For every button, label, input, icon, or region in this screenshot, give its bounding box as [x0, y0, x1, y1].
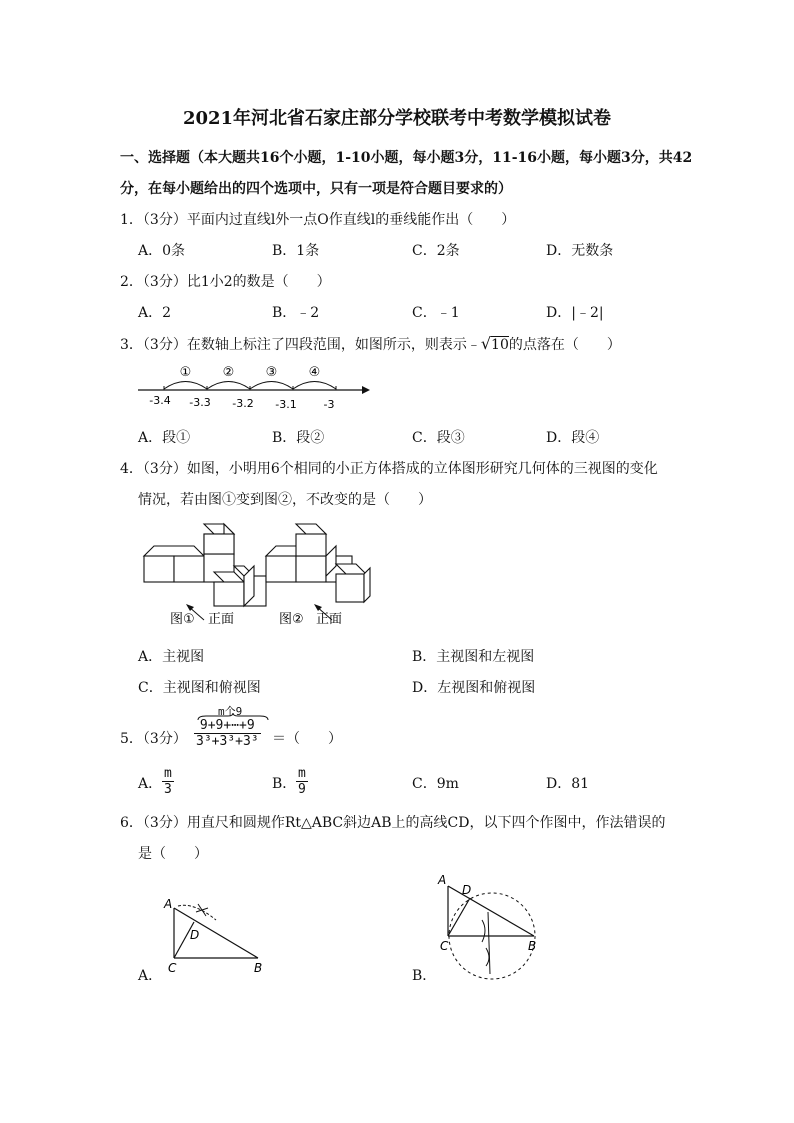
q5-option-d[interactable]: D．81 [546, 776, 590, 792]
fig2-label: 图② [279, 612, 304, 627]
q5-option-b-prefix: B． [272, 776, 297, 792]
q6-option-b[interactable]: B． [412, 968, 437, 984]
point-label-d: D [190, 928, 200, 942]
question-5-suffix: ＝（ ） [272, 731, 342, 747]
tick-label: -3.4 [149, 394, 171, 407]
question-4-stem-line1: 4．（3分）如图，小明用6个相同的小正方体搭成的立体图形研究几何体的三视图的变化 [120, 461, 658, 477]
q3-sqrt-radicand: 10 [491, 337, 509, 353]
q1-option-c[interactable]: C．2条 [412, 243, 460, 259]
q4-option-a[interactable]: A．主视图 [138, 649, 205, 665]
question-1-stem: 1．（3分）平面内过直线l外一点O作直线l的垂线能作出（ ） [120, 212, 516, 228]
cube-figures [136, 520, 376, 630]
segment-label-2: ② [222, 365, 235, 380]
q3-stem-post: 的点落在（ ） [508, 337, 621, 353]
question-2-stem: 2．（3分）比1小2的数是（ ） [120, 274, 331, 290]
tick-label: -3.3 [189, 396, 211, 409]
tick-label: -3 [323, 398, 335, 411]
tick-label: -3.1 [275, 398, 297, 411]
question-4-stem-line2: 情况，若由图①变到图②，不改变的是（ ） [138, 492, 432, 508]
q2-option-a[interactable]: A．2 [138, 305, 172, 321]
q5-option-a-den: 3 [164, 782, 172, 797]
q2-option-c[interactable]: C．﹣1 [412, 305, 460, 321]
cube-figure-2 [266, 524, 370, 602]
q5-numerator: 9+9+⋯+9 [194, 718, 261, 734]
number-line-figure [136, 362, 376, 414]
q3-option-c[interactable]: C．段③ [412, 430, 465, 446]
front-label-1: 正面 [208, 612, 235, 627]
q3-option-b[interactable]: B．段② [272, 430, 325, 446]
segment-arc-2 [207, 382, 250, 390]
tick-label: -3.2 [232, 397, 254, 410]
q3-option-a[interactable]: A．段① [138, 430, 191, 446]
q5-denominator: 3³+3³+3³ [196, 734, 259, 749]
segment-arc-4 [293, 382, 336, 390]
question-5-prefix: 5．（3分） [120, 731, 187, 747]
q5-option-a-fraction [162, 766, 174, 797]
q5-option-b-fraction [296, 766, 308, 797]
q3-option-d[interactable]: D．段④ [546, 430, 600, 446]
q6-figure-a [160, 892, 270, 982]
q5-option-c[interactable]: C．9m [412, 776, 459, 792]
question-3-stem [120, 334, 621, 354]
segment-label-3: ③ [265, 365, 278, 380]
q5-option-b-den: 9 [298, 782, 306, 797]
q5-option-b[interactable] [272, 773, 296, 793]
point-label-c: C [168, 961, 177, 975]
fig1-label: 图① [170, 612, 195, 627]
q4-option-d[interactable]: D．左视图和俯视图 [412, 680, 536, 696]
q2-option-b[interactable]: B．﹣2 [272, 305, 320, 321]
section-heading-line2: 分，在每小题给出的四个选项中，只有一项是符合题目要求的） [120, 181, 512, 197]
q5-option-a-num: m [164, 766, 172, 781]
q5-brace-label: m个9 [218, 705, 243, 718]
q6-option-a[interactable]: A． [138, 968, 163, 984]
point-label-a: A [438, 873, 447, 887]
q6-figure-b [430, 868, 550, 980]
q1-option-d[interactable]: D．无数条 [546, 243, 614, 259]
point-label-d: D [462, 883, 472, 897]
q4-option-b[interactable]: B．主视图和左视图 [412, 649, 535, 665]
q5-option-a[interactable] [138, 773, 162, 793]
segment-arc-3 [250, 382, 293, 390]
question-6-stem-line2: 是（ ） [138, 846, 208, 862]
segment-label-1: ① [179, 365, 192, 380]
arrow-icon [362, 386, 370, 394]
q1-option-b[interactable]: B．1条 [272, 243, 320, 259]
question-6-stem-line1: 6．（3分）用直尺和圆规作Rt△ABC斜边AB上的高线CD，以下四个作图中，作法错误的 [120, 815, 666, 831]
cube-figure-1 [144, 524, 266, 606]
q5-option-b-num: m [298, 766, 306, 781]
section-heading-line1: 一、选择题（本大题共16个小题，1-10小题，每小题3分，11-16小题，每小题3分，共42 [120, 150, 693, 166]
q4-option-c[interactable]: C．主视图和俯视图 [138, 680, 261, 696]
point-label-b: B [528, 939, 537, 953]
q2-option-d[interactable]: D．|﹣2| [546, 305, 604, 321]
point-label-b: B [254, 961, 263, 975]
segment-label-4: ④ [308, 365, 321, 380]
q3-stem-pre: 3．（3分）在数轴上标注了四段范围，如图所示，则表示﹣ [120, 337, 481, 353]
front-label-2: 正面 [316, 612, 343, 627]
q5-fraction [194, 718, 261, 749]
point-label-c: C [440, 939, 449, 953]
point-label-a: A [164, 897, 173, 911]
page-title: 2021年河北省石家庄部分学校联考中考数学模拟试卷 [182, 108, 612, 129]
segment-arc-1 [164, 382, 207, 390]
sqrt-symbol: √ [480, 334, 492, 353]
q5-option-a-prefix: A． [138, 776, 163, 792]
q1-option-a[interactable]: A．0条 [138, 243, 186, 259]
